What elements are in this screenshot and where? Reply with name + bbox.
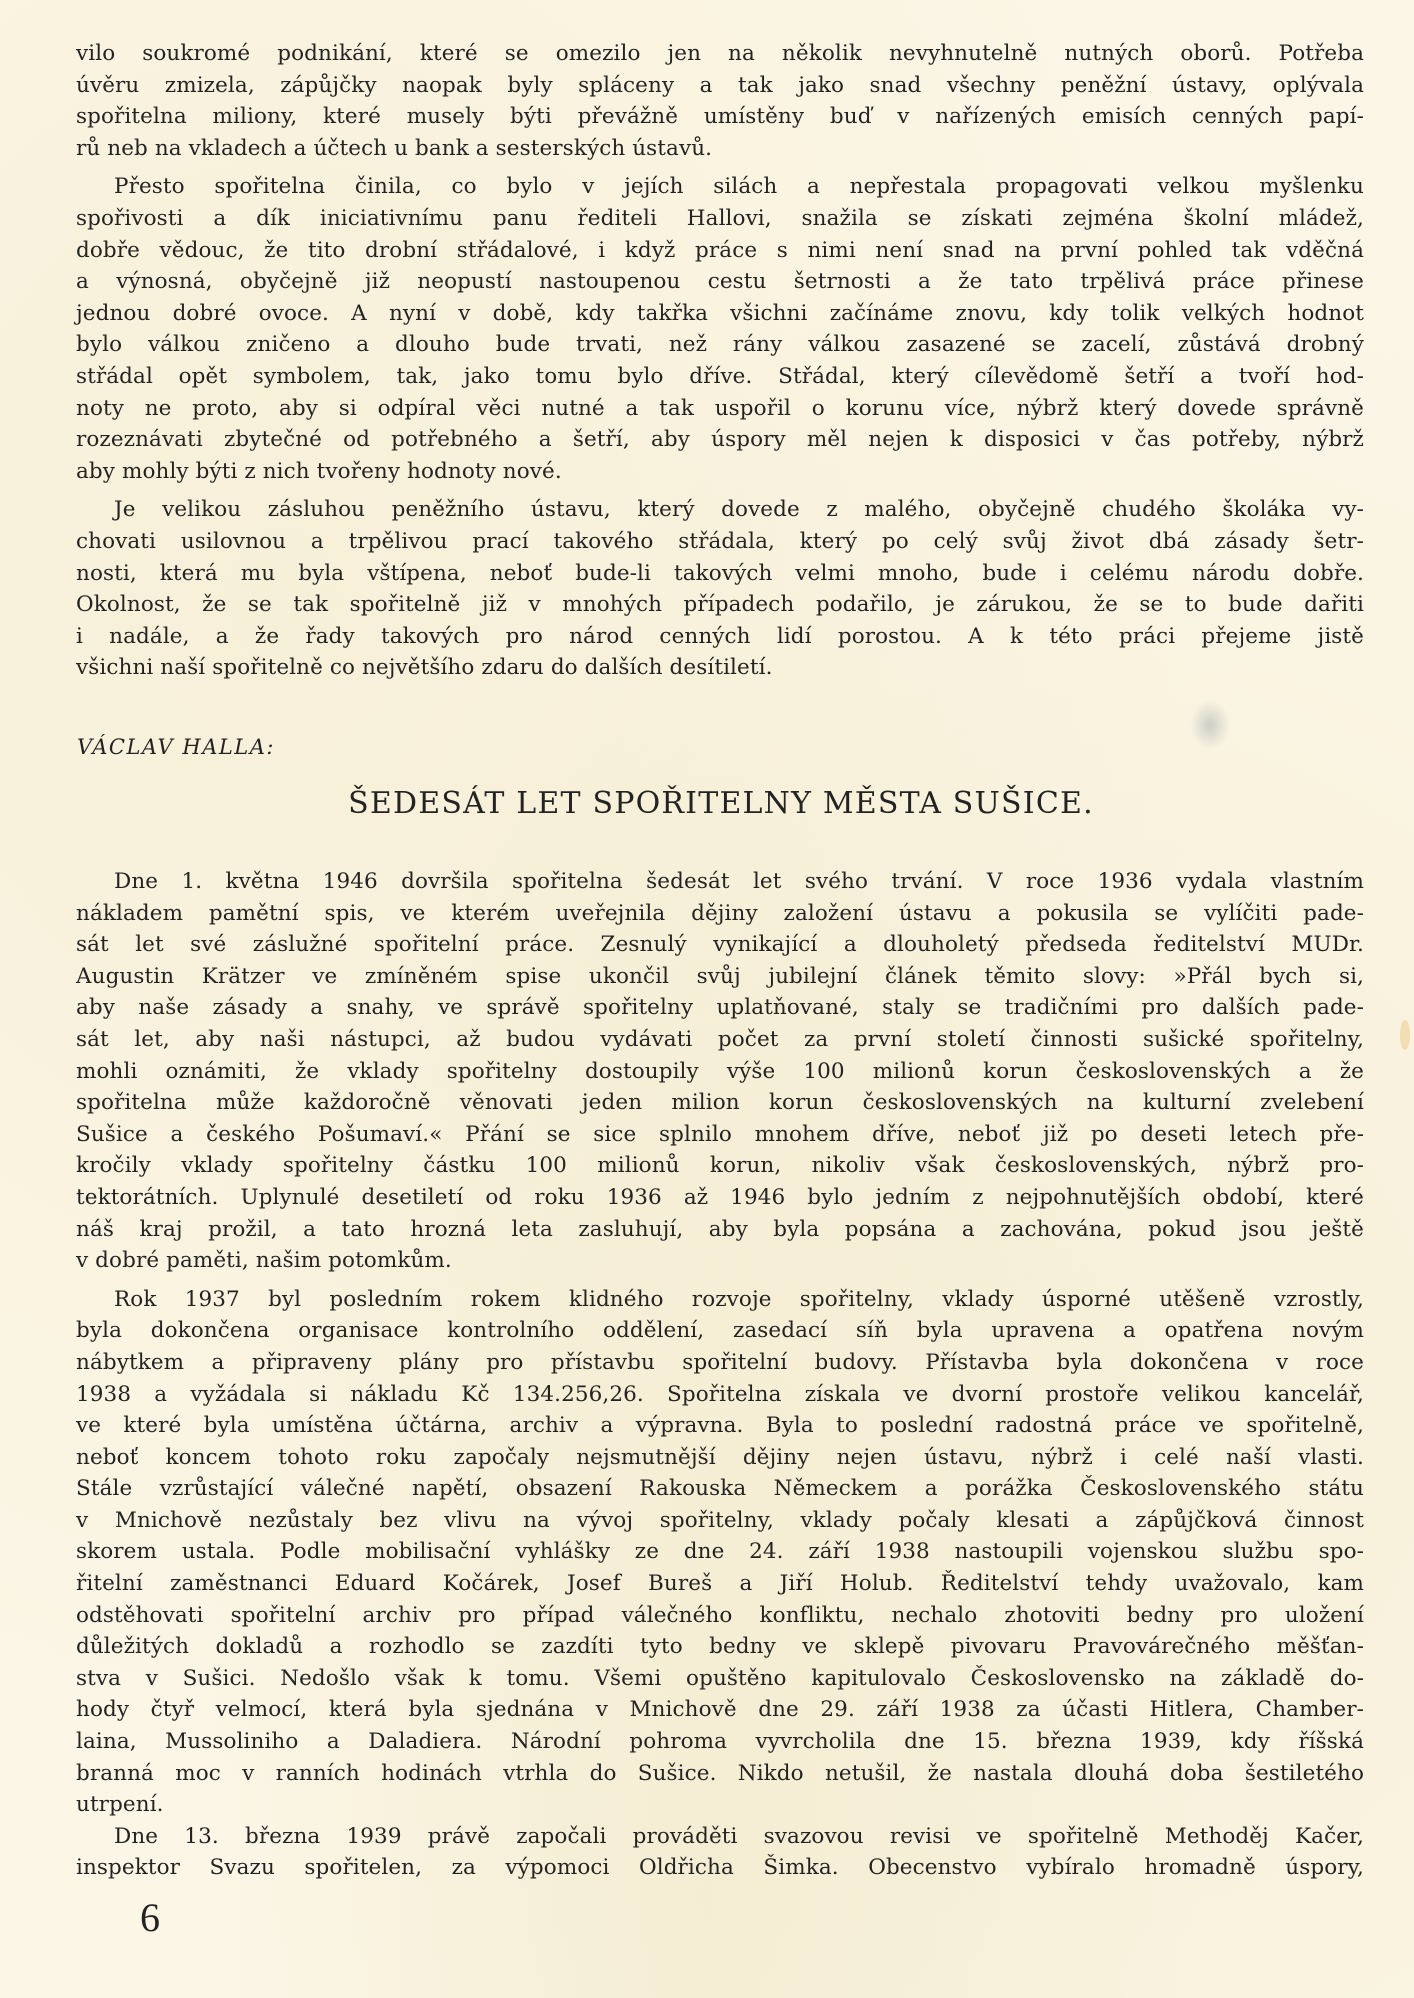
- text-line: nábytkem a připraveny plány pro přístavbu spořitelní budovy. Přístavba byla dokončena v roce: [76, 1349, 1364, 1375]
- text-line: řitelní zaměstnanci Eduard Kočárek, Josef Bureš a Jiří Holub. Ředitelství tehdy uvažovalo, kam: [76, 1571, 1364, 1597]
- text-line: aby naše zásady a snahy, ve správě spořitelny uplatňované, staly se tradičními pro dalších pade-: [76, 995, 1364, 1021]
- text-line: spořitelna může každoročně věnovati jeden milion korun československých na kulturní zvelebení: [76, 1090, 1364, 1116]
- text-line: jednou dobré ovoce. A nyní v době, kdy takřka všichni začínáme znovu, kdy tolik velkých hodnot: [76, 300, 1364, 326]
- article-paragraph-2: [76, 1284, 1364, 1821]
- text-line: chovati usilovnou a trpělivou prací takového střádala, který po celý svůj život dbá zásady šetr-: [76, 528, 1364, 554]
- article-paragraph-1: [76, 866, 1364, 1277]
- page-number: 6: [140, 1895, 160, 1940]
- text-line: nákladem pamětní spis, ve kterém uveřejnila dějiny založení ústavu a pokusila se vylíčiti pade-: [76, 900, 1364, 926]
- article-title: ŠEDESÁT LET SPOŘITELNY MĚSTA SUŠICE.: [348, 786, 1094, 821]
- text-line: spořivosti a dík iniciativnímu panu řediteli Hallovi, snažila se získati zejména školní mládež,: [76, 205, 1364, 231]
- text-line: Stále vzrůstající válečné napětí, obsazení Rakouska Německem a porážka Československého státu: [76, 1476, 1364, 1502]
- text-line: tektorátních. Uplynulé desetiletí od roku 1936 až 1946 bylo jedním z nejpohnutějších období, které: [76, 1184, 1364, 1210]
- text-line: laina, Mussoliniho a Daladiera. Národní pohroma vyvrcholila dne 15. března 1939, kdy říšská: [76, 1729, 1364, 1755]
- text-line: utrpení.: [76, 1792, 164, 1818]
- text-line: Rok 1937 byl posledním rokem klidného rozvoje spořitelny, vklady úsporné utěšeně vzrostly,: [114, 1286, 1364, 1312]
- text-line: střádal opět symbolem, tak, jako tomu bylo dříve. Střádal, který cílevědomě šetří a tvoří hod-: [76, 363, 1364, 389]
- text-line: Dne 1. května 1946 dovršila spořitelna šedesát let svého trvání. V roce 1936 vydala vlastním: [114, 869, 1364, 894]
- text-line: náš kraj prožil, a tato hrozná leta zasluhují, aby byla popsána a zachována, pokud jsou ještě: [76, 1216, 1364, 1242]
- text-line: dobře vědouc, že tito drobní střádalové, i když práce s nimi není snad na první pohled tak vděčná: [76, 237, 1364, 263]
- text-line: stva v Sušici. Nedošlo však k tomu. Všemi opuštěno kapitulovalo Československo na základě do-: [76, 1665, 1364, 1691]
- text-line: neboť koncem tohoto roku započaly nejsmutnější dějiny nejen ústavu, nýbrž i celé naší vlasti.: [76, 1444, 1364, 1470]
- text-line: nosti, která mu byla vštípena, neboť bude-li takových velmi mnoho, bude i celému národu dobře.: [76, 560, 1364, 586]
- paper-stain: [1400, 1020, 1410, 1050]
- text-line: v dobré paměti, našim potomkům.: [76, 1248, 452, 1274]
- ink-smudge: [1190, 700, 1230, 750]
- text-line: Je velikou zásluhou peněžního ústavu, který dovede z malého, obyčejně chudého školáka vy-: [114, 497, 1364, 523]
- text-line: odstěhovati spořitelní archiv pro případ válečného konfliktu, nechalo zhotoviti bedny pro uložení: [76, 1602, 1364, 1628]
- text-line: Augustin Krätzer ve zmíněném spise ukončil svůj jubilejní článek těmito slovy: »Přál bych si,: [76, 963, 1364, 989]
- text-line: branná moc v ranních hodinách vtrhla do Sušice. Nikdo netušil, že nastala dlouhá doba šestiletého: [76, 1760, 1364, 1786]
- text-line: noty ne proto, aby si odpíral věci nutné a tak uspořil o korunu více, nýbrž který dovede správně: [76, 395, 1364, 421]
- text-line: vilo soukromé podnikání, které se omezilo jen na několik nevyhnutelně nutných oborů. Potřeba: [76, 41, 1364, 66]
- text-line: Přesto spořitelna činila, co bylo v jejích silách a nepřestala propagovati velkou myšlenku: [114, 174, 1364, 200]
- text-line: sát let, aby naši nástupci, až budou vydávati počet za první století činnosti sušické spořitelny,: [76, 1026, 1364, 1052]
- text-line: úvěru zmizela, zápůjčky naopak byly spláceny a tak jako snad všechny peněžní ústavy, oplývala: [76, 72, 1364, 98]
- text-line: mohli oznámiti, že vklady spořitelny dostoupily výše 100 milionů korun československých a že: [76, 1058, 1364, 1084]
- intro-paragraph-1: [76, 38, 1364, 164]
- text-line: všichni naší spořitelně co největšího zdaru do dalších desítiletí.: [76, 655, 773, 681]
- text-line: rů neb na vkladech a účtech u bank a sesterských ústavů.: [76, 135, 713, 161]
- text-line: hody čtyř velmocí, která byla sjednána v Mnichově dne 29. září 1938 za účasti Hitlera, Chamber-: [76, 1697, 1364, 1723]
- text-line: ve které byla umístěna účtárna, archiv a výpravna. Byla to poslední radostná práce ve spořitelně,: [76, 1413, 1364, 1439]
- text-line: aby mohly býti z nich tvořeny hodnoty nové.: [76, 458, 562, 484]
- text-line: důležitých dokladů a rozhodlo se zazdíti tyto bedny ve sklepě pivovaru Pravovárečného měšťan-: [76, 1634, 1364, 1660]
- article-body: [76, 866, 1364, 1884]
- text-line: Sušice a českého Pošumaví.« Přání se sice splnilo mnohem dříve, neboť již po deseti letech pře-: [76, 1121, 1364, 1147]
- text-line: spořitelna miliony, které musely býti převážně umístěny buď v nařízených emisích cenných papí-: [76, 104, 1364, 130]
- text-line: a výnosná, obyčejně již neopustí nastoupenou cestu šetrnosti a že tato trpělivá práce přinese: [76, 269, 1364, 295]
- text-line: kročily vklady spořitelny částku 100 milionů korun, nikoliv však československých, nýbrž pro-: [76, 1153, 1364, 1179]
- text-line: skorem ustala. Podle mobilisační vyhlášky ze dne 24. září 1938 nastoupili vojenskou službu spo-: [76, 1539, 1364, 1565]
- text-line: Dne 13. března 1939 právě započali prováděti svazovou revisi ve spořitelně Methoděj Kačer,: [114, 1823, 1364, 1849]
- intro-paragraph-2: [76, 171, 1364, 487]
- article-author: VÁCLAV HALLA:: [77, 735, 275, 759]
- text-line: byla dokončena organisace kontrolního oddělení, zasedací síň byla upravena a opatřena novým: [76, 1318, 1364, 1344]
- text-line: Okolnost, že se tak spořitelně již v mnohých případech podařilo, je zárukou, že se to bude dařiti: [76, 592, 1364, 618]
- intro-paragraph-3: [76, 494, 1364, 684]
- article-paragraph-3: [76, 1821, 1364, 1884]
- text-line: v Mnichově nezůstaly bez vlivu na vývoj spořitelny, vklady počaly klesati a zápůjčková činnost: [76, 1507, 1364, 1533]
- text-line: bylo válkou zničeno a dlouho bude trvati, než rány válkou zasazené se zacelí, zůstává drobný: [76, 332, 1364, 358]
- text-line: sát let své záslužné spořitelní práce. Zesnulý vynikající a dlouholetý předseda ředitelství MUDr.: [76, 932, 1364, 958]
- text-line: 1938 a vyžádala si nákladu Kč 134.256,26. Spořitelna získala ve dvorní prostoře velikou kancelář,: [76, 1381, 1364, 1407]
- intro-text: [76, 38, 1364, 684]
- text-line: i nadále, a že řady takových pro národ cenných lidí porostou. A k této práci přejeme jistě: [76, 623, 1364, 649]
- text-line: inspektor Svazu spořitelen, za výpomoci Oldřicha Šimka. Obecenstvo vybíralo hromadně úspory,: [76, 1855, 1364, 1881]
- text-line: rozeznávati zbytečné od potřebného a šetří, aby úspory měl nejen k disposici v čas potřeby, nýbrž: [76, 427, 1364, 453]
